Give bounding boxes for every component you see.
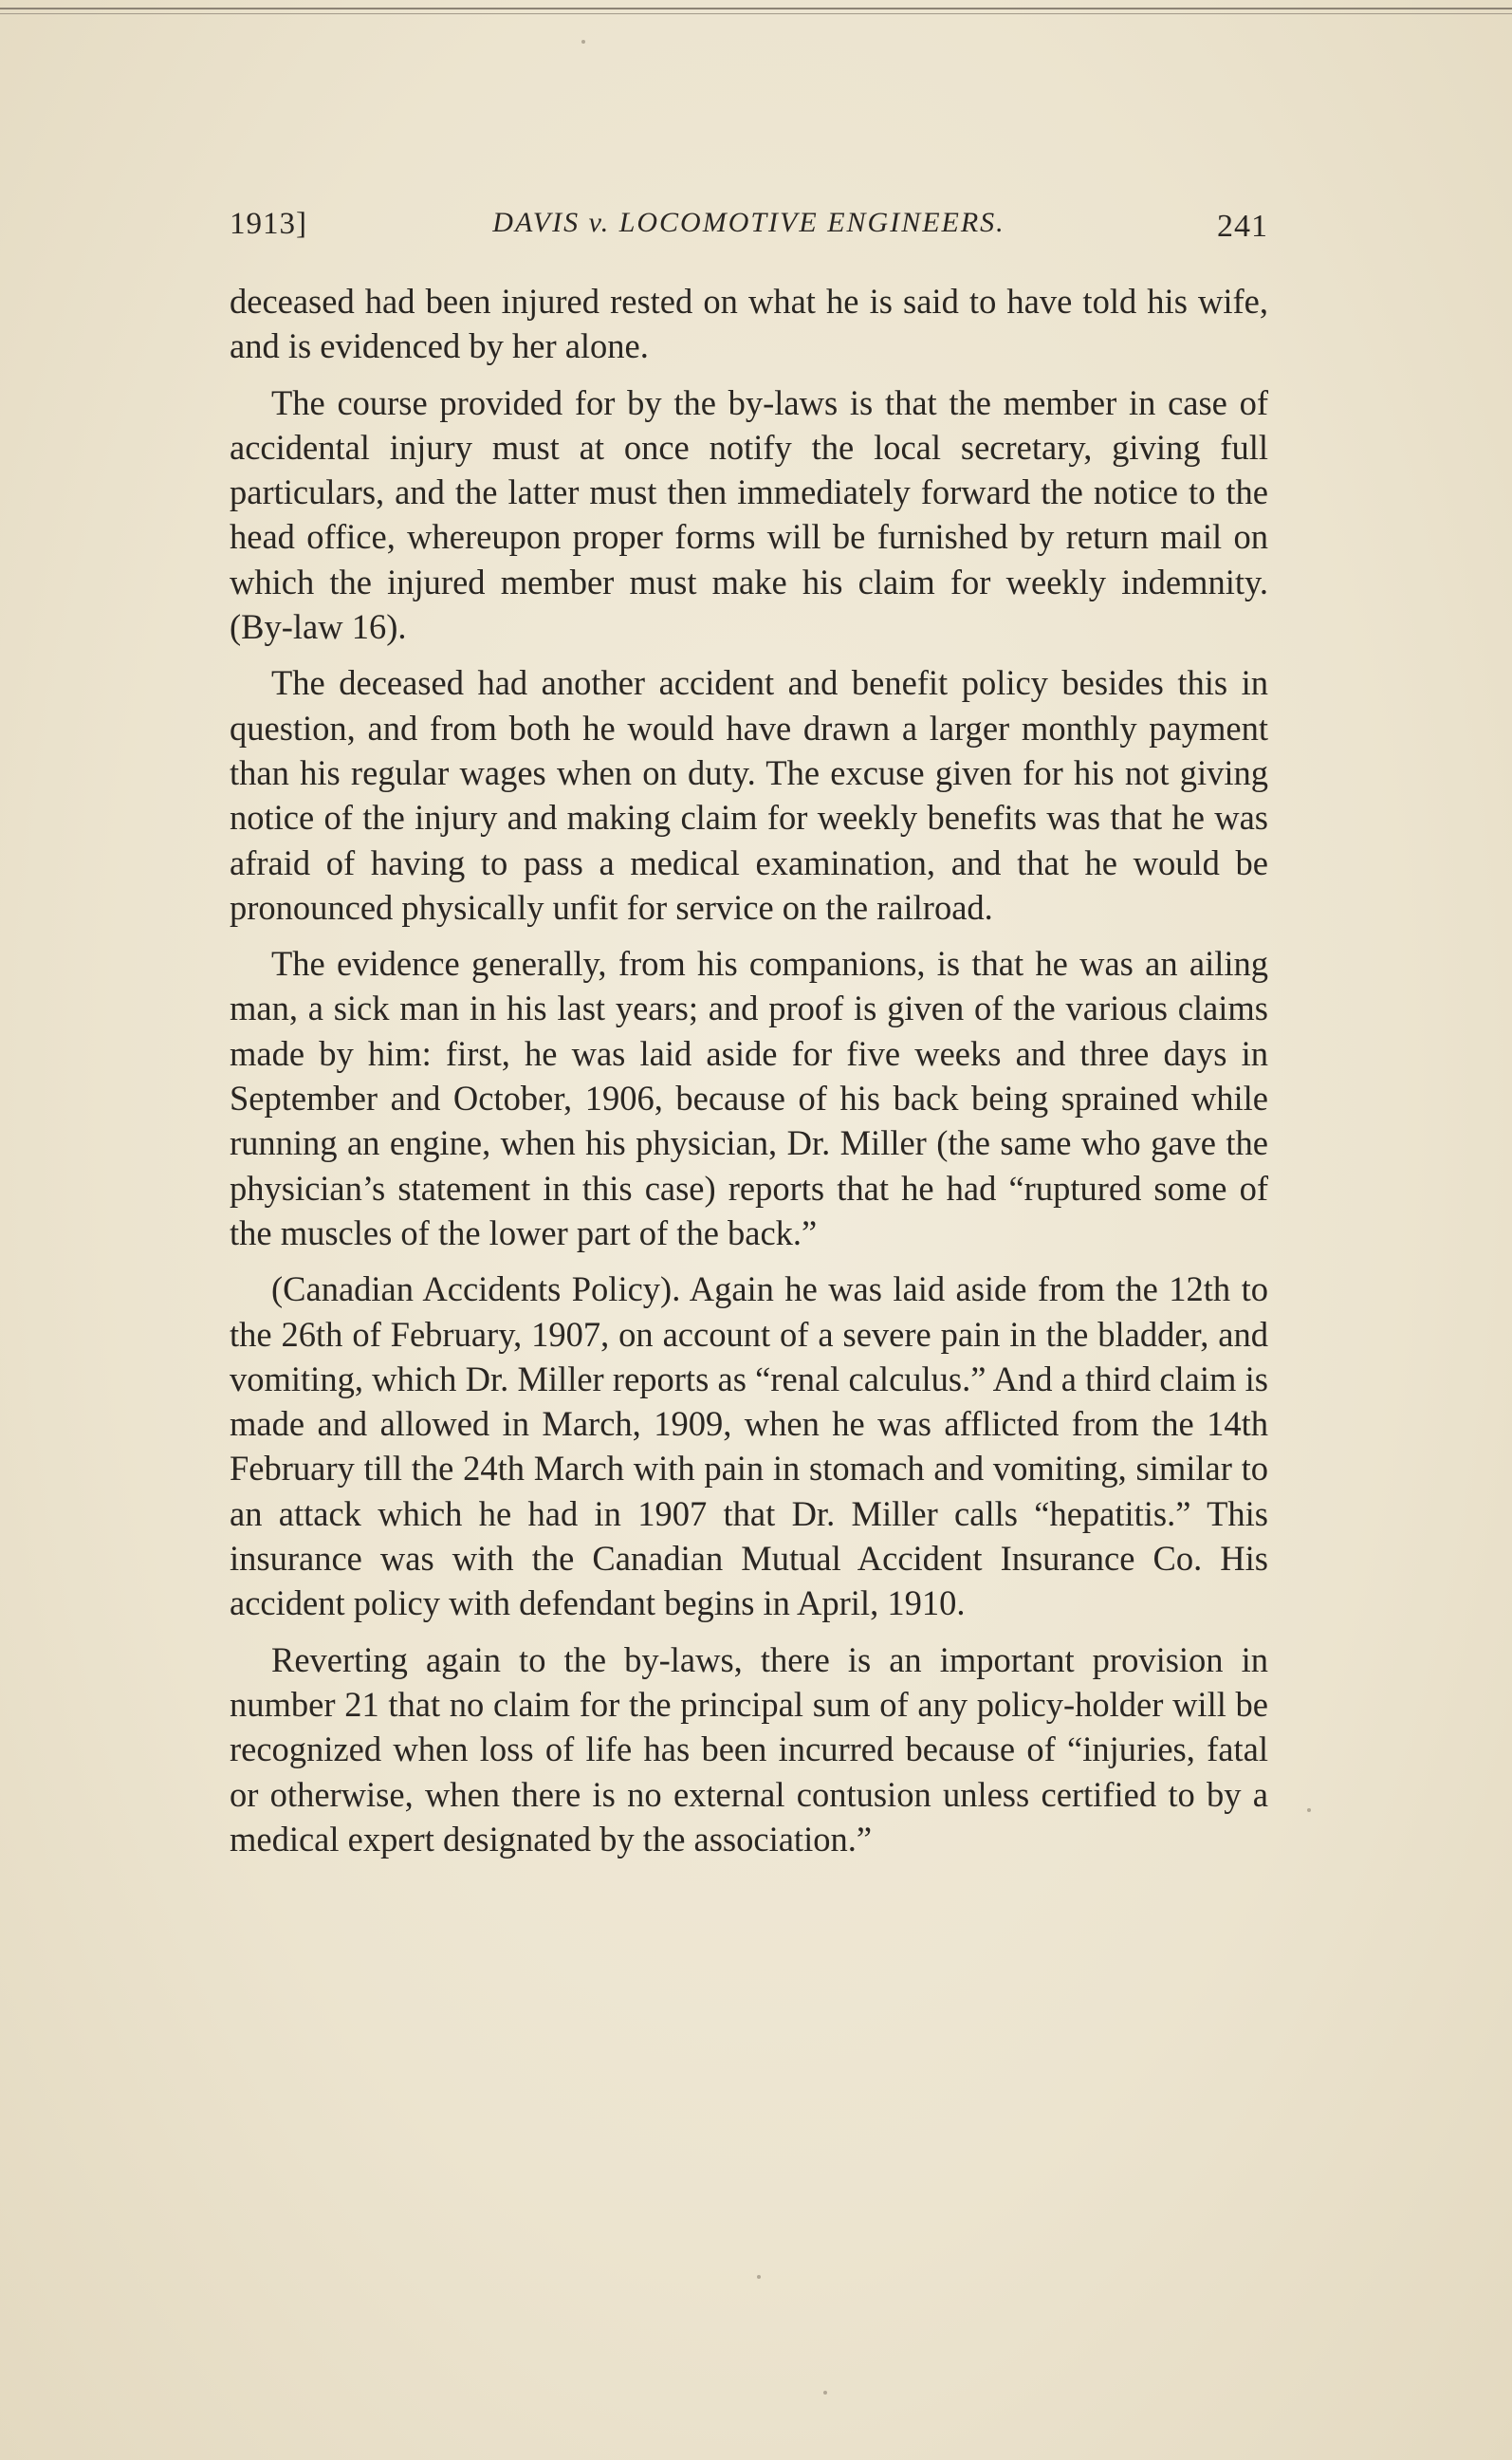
page-top-edge-rule-secondary [0, 13, 1512, 14]
body-text [230, 279, 1268, 1873]
paper-speck [757, 2275, 761, 2279]
running-head-title: DAVIS v. LOCOMOTIVE ENGINEERS. [492, 207, 1005, 238]
paragraph: Reverting again to the by-laws, there is an important provision in number 21 that no claim for the principal sum of any policy-holder will be recognized when loss of life has been incurred because of “injuries, fatal or otherwise, when there is no external contusion unless certified to by a medical expert designated by the association.” [230, 1639, 1268, 1859]
page-top-edge-rule [0, 8, 1512, 9]
paragraph: The evidence generally, from his companions, is that he was an ailing man, a sick man in his last years; and proof is given of the various claims made by him: first, he was laid aside for five weeks and three days in September and October, 1906, because of his back being sprained while running an engine, when his physician, Dr. Miller (the same who gave the physician’s statement in this case) reports that he had “ruptured some of the muscles of the lower part of the back.” [230, 944, 1268, 1252]
paragraph: (Canadian Accidents Policy). Again he was laid aside from the 12th to the 26th of February, 1907, on account of a severe pain in the bladder, and vomiting, which Dr. Miller reports as “renal calculus.” And a third claim is made and allowed in March, 1909, when he was afflicted from the 14th February till the 24th March with pain in stomach and vomiting, similar to an attack which he had in 1907 that Dr. Miller calls “hepatitis.” This insurance was with the Canadian Mutual Accident Insurance Co. His accident policy with defendant begins in April, 1910. [230, 1269, 1268, 1623]
paragraph: The deceased had another accident and benefit policy besides this in question, and from both he would have drawn a larger monthly payment than his regular wages when on duty. The excuse given for his not giving notice of the injury and making claim for weekly benefits was that he was afraid of having to pass a medical examination, and that he would be pronounced physically unfit for service on the railroad. [230, 663, 1268, 927]
paper-speck [1307, 1808, 1311, 1812]
paragraph: The course provided for by the by-laws is that the member in case of accidental injury must at once notify the local secretary, giving full particulars, and the latter must then immediately forward the notice to the head office, whereupon proper forms will be furnished by return mail on which the injured member must make his claim for weekly indemnity. (By-law 16). [230, 382, 1268, 647]
paper-speck [823, 2391, 827, 2395]
paper-speck [581, 40, 585, 44]
running-head-year: 1913] [230, 207, 307, 241]
running-head [230, 201, 1268, 258]
paragraph-continued: deceased had been injured rested on what he is said to have told his wife, and is evidenced by her alone. [230, 282, 1268, 366]
page-number: 241 [1217, 209, 1268, 244]
